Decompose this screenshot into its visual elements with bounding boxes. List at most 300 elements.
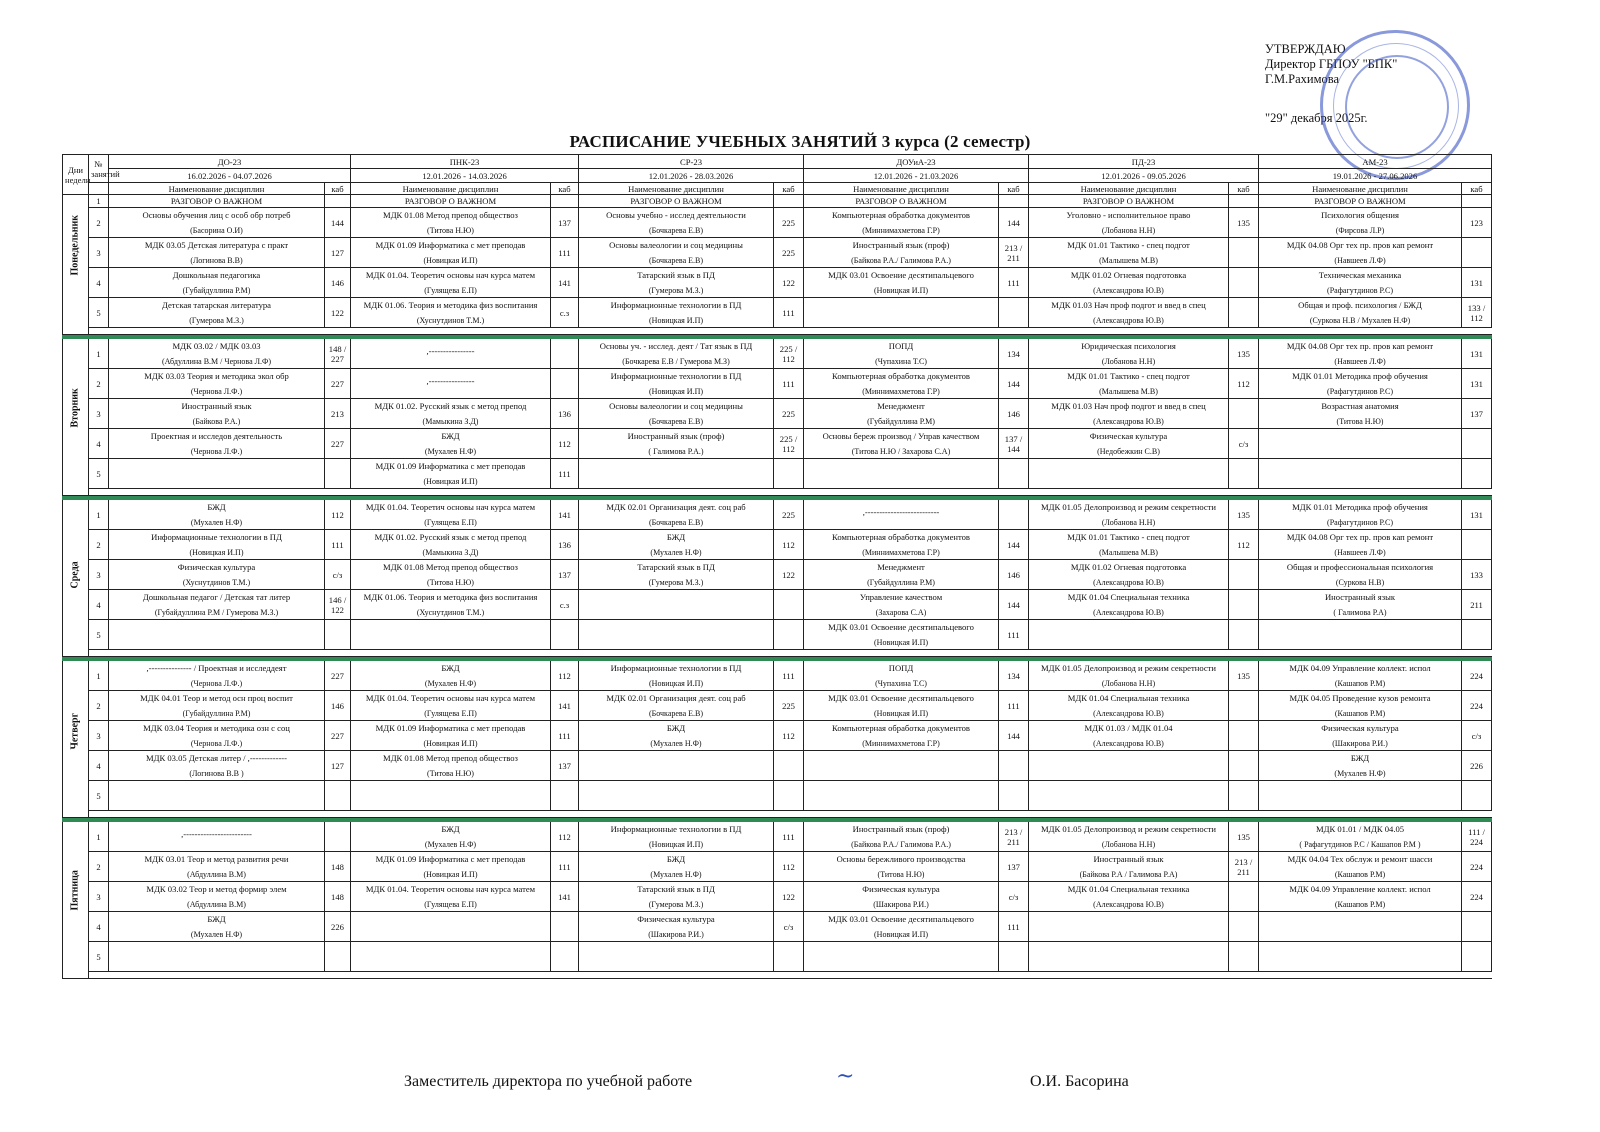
lesson-cell <box>1259 691 1462 721</box>
teacher: (Мамыкина З.Д) <box>422 416 479 426</box>
teacher: (Александрова Ю.В) <box>1093 315 1164 325</box>
lesson-cell <box>1259 822 1462 852</box>
teacher: (Бочкарева Е.В) <box>648 255 704 265</box>
subject: МДК 03.05 Детская литер / ,------------- <box>145 752 288 763</box>
subject: БЖД <box>666 722 686 733</box>
room-number: 112 <box>774 852 804 882</box>
room-number: 112 <box>774 530 804 560</box>
lesson-cell <box>351 339 551 369</box>
room-number <box>774 590 804 620</box>
important-talk-cell: РАЗГОВОР О ВАЖНОМ <box>579 195 774 208</box>
room-number <box>999 459 1029 489</box>
room-number: 146 <box>999 560 1029 590</box>
room-number: 137 <box>999 852 1029 882</box>
lesson-cell <box>1029 620 1229 650</box>
room-number <box>774 942 804 972</box>
subject: Юридическая психология <box>1081 340 1176 351</box>
lesson-cell <box>1259 530 1462 560</box>
group-name: ПД-23 <box>1029 155 1259 169</box>
teacher: (Хуснутдинов Т.М.) <box>416 315 485 325</box>
teacher: (Гулящева Е.П) <box>424 708 477 718</box>
subject: МДК 01.04. Теоретич основы нач курса матем <box>365 501 536 512</box>
room-number: 227 <box>325 369 351 399</box>
teacher: (Новицкая И.П) <box>423 738 478 748</box>
lesson-cell <box>804 721 999 751</box>
room-number: 226 <box>325 912 351 942</box>
lesson-cell <box>804 852 999 882</box>
teacher: (Лобанова Н.Н) <box>1101 225 1156 235</box>
teacher: (Захарова С.А) <box>875 607 927 617</box>
lesson-cell <box>1029 208 1229 238</box>
subject: МДК 01.01 Методика проф обучения <box>1292 370 1428 381</box>
subject: БЖД <box>441 823 460 834</box>
room-number: 224 <box>1462 691 1492 721</box>
room-number: 213 / 211 <box>999 238 1029 268</box>
day-name: Среда <box>69 561 81 589</box>
teacher: (Рафагутдинов Р.С) <box>1327 386 1393 396</box>
lesson-cell <box>579 399 774 429</box>
teacher: (Малышева М.В) <box>1099 386 1158 396</box>
teacher: (Хуснутдинов Т.М.) <box>182 577 251 587</box>
lesson-cell <box>351 399 551 429</box>
teacher: (Губайдуллина Р.М / Гумерова М.З.) <box>154 607 279 617</box>
lesson-number: 3 <box>89 399 109 429</box>
teacher: (Логинова В.В) <box>190 255 243 265</box>
room-number <box>551 339 579 369</box>
room-number: 135 <box>1229 500 1259 530</box>
approval-line-3: Г.М.Рахимова <box>1265 72 1340 86</box>
subject: МДК 01.04. Теоретич основы нач курса матем <box>365 692 536 703</box>
subject: ,------------------------ <box>181 828 252 839</box>
room-number <box>1229 560 1259 590</box>
lesson-cell <box>1259 852 1462 882</box>
room-number: 131 <box>1462 268 1492 298</box>
group-dates: 16.02.2026 - 04.07.2026 <box>109 169 351 183</box>
lesson-cell <box>109 530 325 560</box>
subject: Информационные технологии в ПД <box>610 662 742 673</box>
teacher: (Мамыкина З.Д) <box>422 547 479 557</box>
subject: ,-------------------------- <box>862 506 940 517</box>
subject: Информационные технологии в ПД <box>610 299 742 310</box>
lesson-cell <box>109 620 325 650</box>
teacher: (Александрова Ю.В) <box>1093 899 1164 909</box>
lesson-cell <box>1259 238 1462 268</box>
teacher: (Новицкая И.П) <box>423 869 478 879</box>
lesson-number: 1 <box>89 822 109 852</box>
schedule-table <box>62 154 1492 979</box>
room-number: 122 <box>774 268 804 298</box>
lesson-cell <box>1259 268 1462 298</box>
lesson-number: 5 <box>89 298 109 328</box>
teacher: (Чернова Л.Ф.) <box>190 446 243 456</box>
room-number: 111 <box>325 530 351 560</box>
subject: Иностранный язык (проф) <box>852 239 950 250</box>
room-number: 225 / 112 <box>774 339 804 369</box>
room-number: 227 <box>325 661 351 691</box>
teacher: (Александрова Ю.В) <box>1093 607 1164 617</box>
day-name: Пятница <box>69 870 81 911</box>
lesson-cell <box>804 459 999 489</box>
lesson-cell <box>1029 560 1229 590</box>
subject: МДК 03.01 Освоение десятипальцевого <box>828 269 974 280</box>
room-number: 137 <box>1462 399 1492 429</box>
teacher: (Кашапов Р.М) <box>1334 869 1386 879</box>
room-number: 112 <box>1229 369 1259 399</box>
subject: Компьютерная обработка документов <box>832 209 970 220</box>
lesson-cell <box>1029 751 1229 781</box>
room-number: 211 <box>1462 590 1492 620</box>
subject: МДК 04.08 Орг тех пр. пров кап ремонт <box>1286 239 1434 250</box>
teacher: (Новицкая И.П) <box>874 285 929 295</box>
room-number <box>1229 751 1259 781</box>
room-number: 146 <box>325 268 351 298</box>
lesson-cell <box>109 751 325 781</box>
subject: МДК 01.01 Тактико - спец подгот <box>1067 370 1190 381</box>
lesson-cell <box>579 661 774 691</box>
room-number: 225 <box>774 691 804 721</box>
subject: Основы бережливого производства <box>836 853 966 864</box>
group-name: ПНК-23 <box>351 155 579 169</box>
lesson-cell <box>579 620 774 650</box>
lesson-cell <box>804 590 999 620</box>
lesson-cell <box>1029 822 1229 852</box>
room-number: с.з <box>551 590 579 620</box>
room-number: 137 <box>551 751 579 781</box>
lesson-cell <box>1259 751 1462 781</box>
room-number <box>551 912 579 942</box>
discipline-header: Наименование дисциплин <box>804 183 999 195</box>
subject: МДК 01.01 Методика проф обучения <box>1292 501 1428 512</box>
lesson-cell <box>109 459 325 489</box>
teacher: (Чернова Л.Ф.) <box>190 678 243 688</box>
room-number <box>1462 942 1492 972</box>
subject: МДК 03.01 Теор и метод развития речи <box>144 853 289 864</box>
subject: Информационные технологии в ПД <box>610 370 742 381</box>
lesson-number: 2 <box>89 691 109 721</box>
lesson-cell <box>579 369 774 399</box>
room-number: 131 <box>1462 500 1492 530</box>
teacher: (Мухалев Н.Ф) <box>650 547 702 557</box>
room-number <box>1462 238 1492 268</box>
subject: Иностранный язык <box>1324 591 1396 602</box>
subject: ПОПД <box>888 340 914 351</box>
subject: Физическая культура <box>637 913 715 924</box>
lesson-cell <box>109 298 325 328</box>
subject: БЖД <box>1350 752 1370 763</box>
teacher: (Бочкарева Е.В / Гумерова М.З) <box>622 356 730 366</box>
lesson-cell <box>1029 429 1229 459</box>
lesson-cell <box>351 298 551 328</box>
room-number: 134 <box>999 339 1029 369</box>
group-dates: 19.01.2026 - 27.06.2026 <box>1259 169 1492 183</box>
lesson-number: 4 <box>89 912 109 942</box>
room-number: 144 <box>999 208 1029 238</box>
lesson-cell <box>1029 459 1229 489</box>
lesson-cell <box>579 560 774 590</box>
lesson-cell <box>1259 339 1462 369</box>
lesson-cell <box>579 268 774 298</box>
room-number <box>325 822 351 852</box>
room-number <box>1462 620 1492 650</box>
teacher: (Мухалев Н.Ф) <box>424 446 477 456</box>
lesson-cell <box>351 822 551 852</box>
room-number <box>325 942 351 972</box>
teacher: ( Галимова Р.А.) <box>648 446 704 456</box>
day-name: Вторник <box>69 388 81 428</box>
room-number: 137 <box>551 560 579 590</box>
subject: МДК 01.08 Метод препод обществоз <box>383 561 518 572</box>
lesson-cell <box>579 751 774 781</box>
teacher: (Байкова Р.А / Галимова Р.А) <box>1079 869 1178 879</box>
lesson-cell <box>1259 429 1462 459</box>
lesson-cell <box>579 238 774 268</box>
teacher: (Гумерова М.З.) <box>189 315 244 325</box>
lesson-cell <box>109 268 325 298</box>
room-number <box>1462 912 1492 942</box>
lesson-cell <box>1259 208 1462 238</box>
subject: МДК 01.02. Русский язык с метод препод <box>374 400 527 411</box>
lesson-cell <box>804 942 999 972</box>
important-talk-cell: РАЗГОВОР О ВАЖНОМ <box>1259 195 1462 208</box>
discipline-header: Наименование дисциплин <box>1029 183 1229 195</box>
subject: Детская татарская литература <box>161 299 271 310</box>
footer-position: Заместитель директора по учебной работе <box>404 1073 693 1090</box>
lesson-cell <box>804 399 999 429</box>
teacher: (Рафагутдинов Р.С) <box>1327 285 1393 295</box>
lesson-cell <box>109 912 325 942</box>
room-number: 225 / 112 <box>774 429 804 459</box>
subject: Татарский язык в ПД <box>637 269 715 280</box>
lesson-cell <box>804 500 999 530</box>
subject: МДК 01.01 Тактико - спец подгот <box>1067 239 1190 250</box>
lesson-number: 2 <box>89 852 109 882</box>
room-number: 144 <box>325 208 351 238</box>
lesson-cell <box>579 912 774 942</box>
teacher: (Мухалев Н.Ф) <box>424 839 477 849</box>
room-header: каб <box>999 183 1029 195</box>
subject: Основы уч. - исслед. деят / Тат язык в ПД <box>599 340 753 351</box>
room-number: с/з <box>1229 429 1259 459</box>
room-number <box>1229 781 1259 811</box>
subject: МДК 01.04 Специальная техника <box>1067 692 1190 703</box>
subject: МДК 01.03 / МДК 01.04 <box>1084 722 1173 733</box>
teacher: (Суркова Н.В / Мухалев Н.Ф) <box>1309 315 1411 325</box>
subject: МДК 01.03 Нач проф подгот и введ в спец <box>1051 299 1206 310</box>
important-talk-cell: РАЗГОВОР О ВАЖНОМ <box>804 195 999 208</box>
subject: МДК 03.05 Детская литература с практ <box>144 239 289 250</box>
subject: Управление качеством <box>859 591 943 602</box>
lesson-number: 2 <box>89 369 109 399</box>
teacher: (Новицкая И.П) <box>874 708 929 718</box>
subject: МДК 01.09 Информатика с мет преподав <box>375 460 526 471</box>
room-number <box>1229 912 1259 942</box>
teacher: ( Рафагутдинов Р.С / Кашапов Р.М ) <box>1299 839 1421 849</box>
lesson-cell <box>804 268 999 298</box>
room-number <box>1462 429 1492 459</box>
subject: БЖД <box>441 430 460 441</box>
lesson-cell <box>1029 882 1229 912</box>
lesson-cell <box>1259 369 1462 399</box>
teacher: (Титова Н.Ю / Захарова С.А) <box>851 446 951 456</box>
subject: МДК 03.01 Освоение десятипальцевого <box>828 621 974 632</box>
lesson-cell <box>804 822 999 852</box>
day-cell <box>63 822 89 979</box>
teacher: (Фирсова Л.Р) <box>1335 225 1385 235</box>
room-number <box>1229 268 1259 298</box>
lesson-cell <box>579 298 774 328</box>
subject: Физическая культура <box>1089 430 1168 441</box>
subject: Дошкольная педагог / Детская тат литер <box>142 591 291 602</box>
lesson-cell <box>351 781 551 811</box>
subject: Основы береж производ / Управ качеством <box>822 430 980 441</box>
subject: МДК 01.08 Метод препод обществоз <box>383 209 518 220</box>
teacher: (Новицкая И.П) <box>423 255 478 265</box>
room-number: 144 <box>999 721 1029 751</box>
lesson-cell <box>804 620 999 650</box>
teacher: (Губайдуллина Р.М) <box>182 285 251 295</box>
room-number <box>551 620 579 650</box>
room-number <box>999 500 1029 530</box>
teacher: (Бочкарева Е.В) <box>648 708 704 718</box>
lesson-cell <box>351 590 551 620</box>
group-name: АМ-23 <box>1259 155 1492 169</box>
day-cell <box>63 500 89 657</box>
room-number <box>999 942 1029 972</box>
lesson-cell <box>579 500 774 530</box>
subject: МДК 01.03 Нач проф подгот и введ в спец <box>1051 400 1206 411</box>
lesson-cell <box>1259 882 1462 912</box>
room-number: 148 / 227 <box>325 339 351 369</box>
lesson-cell <box>351 268 551 298</box>
subject: Менеджмент <box>877 561 925 572</box>
subject: Татарский язык в ПД <box>637 883 715 894</box>
room-number: с/з <box>325 560 351 590</box>
teacher: (Гулящева Е.П) <box>424 285 477 295</box>
room-number: 148 <box>325 852 351 882</box>
room-number <box>999 781 1029 811</box>
teacher: (Лобанова Н.Н) <box>1101 678 1156 688</box>
lesson-cell <box>109 560 325 590</box>
important-talk-cell: РАЗГОВОР О ВАЖНОМ <box>351 195 551 208</box>
subject: МДК 01.05 Делопроизвод и режим секретности <box>1041 662 1217 673</box>
lesson-cell <box>1029 942 1229 972</box>
lesson-cell <box>109 238 325 268</box>
room-number: 112 <box>551 822 579 852</box>
approval-line-1: УТВЕРЖДАЮ <box>1265 42 1346 56</box>
group-name: СР-23 <box>579 155 804 169</box>
lesson-cell <box>804 298 999 328</box>
room-number: 135 <box>1229 661 1259 691</box>
teacher: (Александрова Ю.В) <box>1093 416 1164 426</box>
room-number: 224 <box>1462 852 1492 882</box>
group-name: ДОУиА-23 <box>804 155 1029 169</box>
teacher: (Гулящева Е.П) <box>424 517 477 527</box>
subject: МДК 01.04. Теоретич основы нач курса матем <box>365 269 536 280</box>
lesson-cell <box>804 369 999 399</box>
lesson-number: 4 <box>89 590 109 620</box>
room-number: 127 <box>325 751 351 781</box>
room-number <box>1462 530 1492 560</box>
lesson-cell <box>804 882 999 912</box>
room-number: 136 <box>551 530 579 560</box>
subject: МДК 01.08 Метод препод обществоз <box>383 752 518 763</box>
lesson-cell <box>579 208 774 238</box>
room-number: 111 <box>774 369 804 399</box>
lesson-cell <box>804 560 999 590</box>
room-number <box>325 781 351 811</box>
teacher: (Шакирова Р.И.) <box>648 929 704 939</box>
subject: БЖД <box>666 853 686 864</box>
subject: Иностранный язык (проф) <box>852 823 950 834</box>
room-number: 135 <box>1229 822 1259 852</box>
important-talk-cell: РАЗГОВОР О ВАЖНОМ <box>1029 195 1229 208</box>
group-dates: 12.01.2026 - 09.05.2026 <box>1029 169 1259 183</box>
room-number <box>1229 459 1259 489</box>
lesson-number: 1 <box>89 195 109 208</box>
teacher: (Новицкая И.П) <box>649 315 704 325</box>
subject: МДК 01.02. Русский язык с метод препод <box>374 531 527 542</box>
subject: МДК 01.05 Делопроизвод и режим секретности <box>1041 823 1217 834</box>
lesson-cell <box>351 208 551 238</box>
lesson-cell <box>109 369 325 399</box>
teacher: (Титова Н.Ю) <box>427 225 474 235</box>
teacher: (Чернова Л.Ф.) <box>190 738 243 748</box>
teacher: (Шакирова Р.И.) <box>873 899 929 909</box>
teacher: ( Галимова Р.А) <box>1333 607 1387 617</box>
room-number: 111 <box>551 852 579 882</box>
teacher: (Байкова Р.А./ Галимова Р.А.) <box>851 255 951 265</box>
lesson-number: 3 <box>89 238 109 268</box>
teacher: (Чупахина Т.С) <box>875 678 927 688</box>
subject: Компьютерная обработка документов <box>832 531 970 542</box>
lesson-cell <box>1029 500 1229 530</box>
room-number: 123 <box>1462 208 1492 238</box>
subject: Информационные технологии в ПД <box>610 823 742 834</box>
subject: МДК 04.04 Тех обслуж и ремонт шасси <box>1287 853 1433 864</box>
lesson-cell <box>579 429 774 459</box>
room-number <box>999 751 1029 781</box>
lesson-cell <box>109 661 325 691</box>
important-talk-cell: РАЗГОВОР О ВАЖНОМ <box>109 195 325 208</box>
lesson-cell <box>109 399 325 429</box>
lesson-number: 1 <box>89 339 109 369</box>
day-header: Дни недели <box>63 155 89 195</box>
lesson-cell <box>804 530 999 560</box>
lesson-cell <box>109 691 325 721</box>
teacher: (Мухалев Н.Ф) <box>424 678 477 688</box>
lesson-cell <box>109 781 325 811</box>
lesson-cell <box>1259 500 1462 530</box>
document-title: РАСПИСАНИЕ УЧЕБНЫХ ЗАНЯТИЙ 3 курса (2 семестр) <box>569 132 1031 151</box>
lesson-number: 3 <box>89 560 109 590</box>
subject: МДК 03.02 / МДК 03.03 <box>172 340 261 351</box>
subject: Компьютерная обработка документов <box>832 722 970 733</box>
teacher: (Гулящева Е.П) <box>424 899 477 909</box>
lesson-cell <box>579 339 774 369</box>
room-number: 225 <box>774 208 804 238</box>
room-number: 225 <box>774 500 804 530</box>
teacher: (Хуснутдинов Т.М.) <box>416 607 485 617</box>
teacher: (Мухалев Н.Ф) <box>190 929 243 939</box>
room-number: 111 <box>551 459 579 489</box>
room-number: 122 <box>774 882 804 912</box>
room-number: 141 <box>551 882 579 912</box>
teacher: (Титова Н.Ю) <box>427 577 474 587</box>
room-number <box>774 620 804 650</box>
subject: БЖД <box>207 913 226 924</box>
room-number: 224 <box>1462 661 1492 691</box>
room-number: с/з <box>999 882 1029 912</box>
